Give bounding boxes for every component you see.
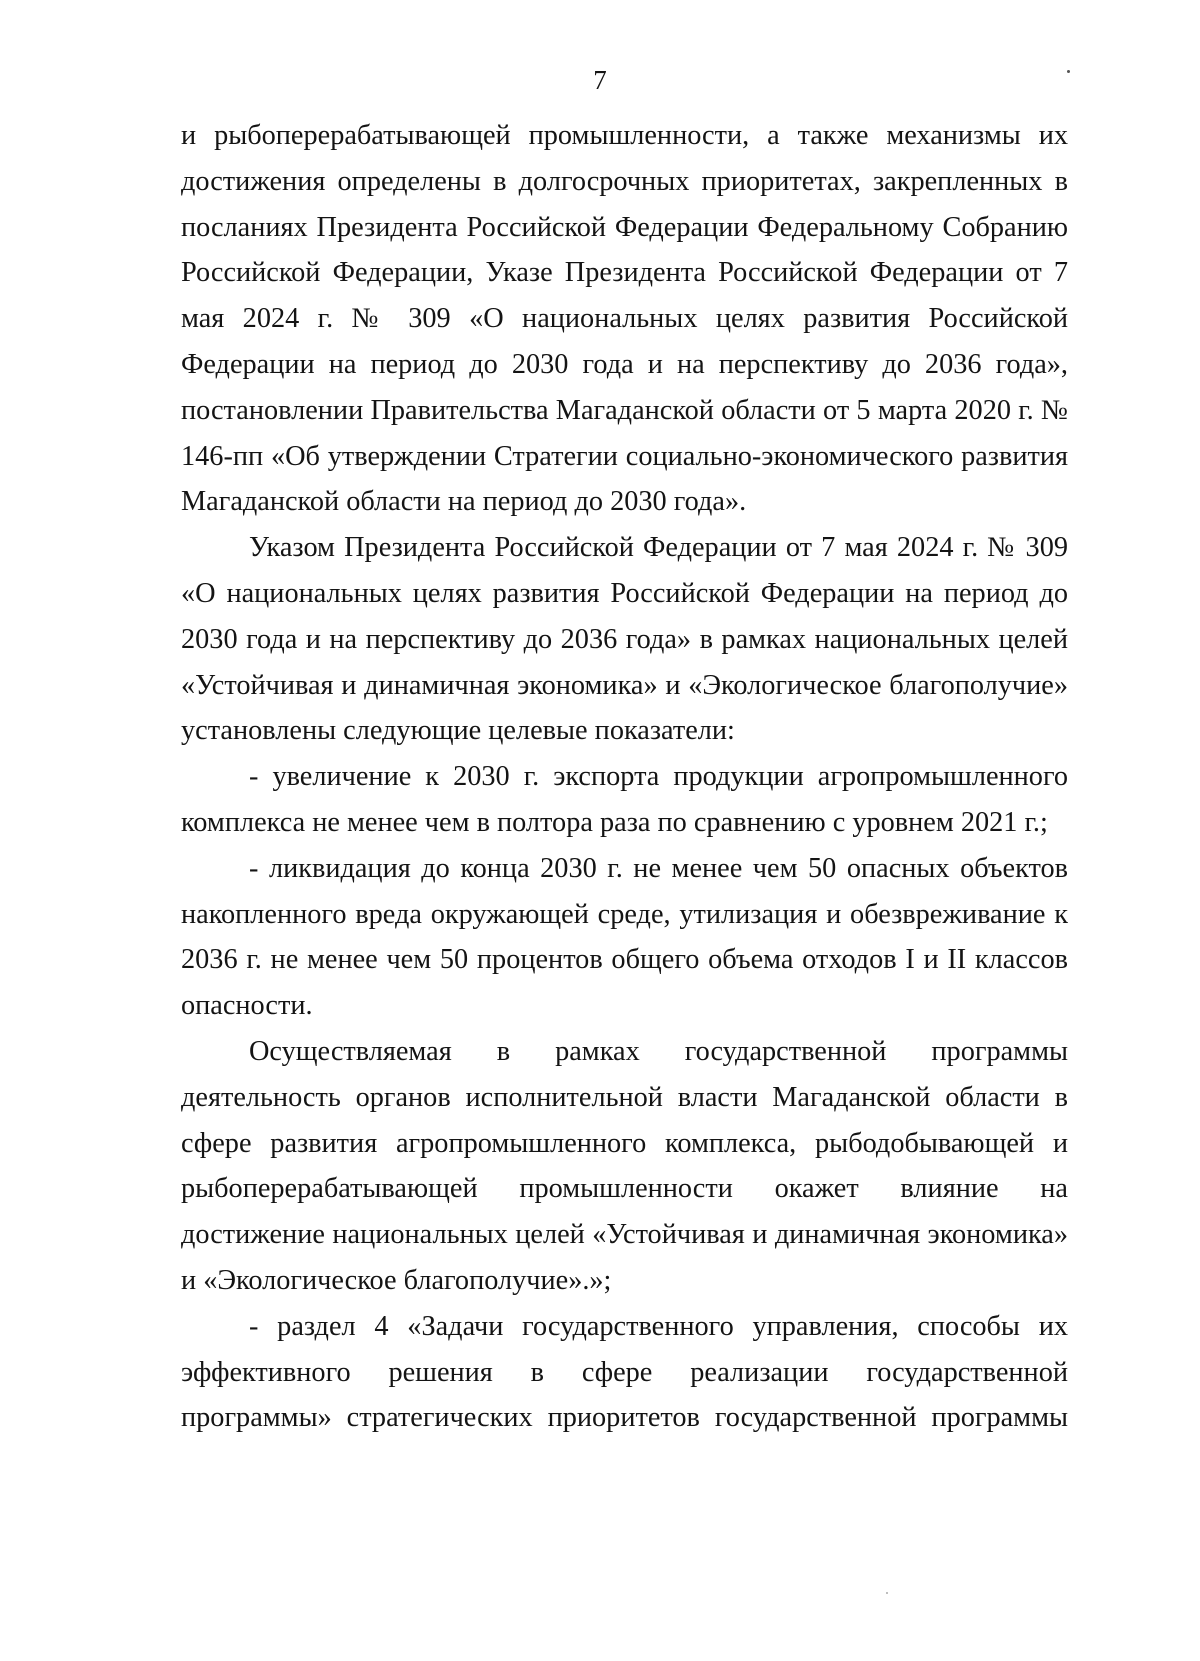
scan-speck <box>886 1592 888 1594</box>
list-item-waste-target: - ликвидация до конца 2030 г. не менее чем 50 опасных объектов накопленного вреда окружающей среде, утилизация и обезвреживание к 2036 г. не менее чем 50 процентов общего объема отходов I и II классов опасности. <box>181 852 1068 1022</box>
list-item-export-target: - увеличение к 2030 г. экспорта продукции агропромышленного комплекса не менее чем в полтора раза по сравнению с уровнем 2021 г.; <box>181 761 1068 838</box>
paragraph-continuation: и рыбоперерабатывающей промышленности, а также механизмы их достижения определены в долгосрочных приоритетах, закрепленных в посланиях Президента Российской Федерации Федеральному Собранию Российской Федерации, Указе Президента Российской Федерации от 7 мая 2024 г. № 309 «О национальных целях развития Российской Федерации на период до 2030 года и на перспективу до 2036 года», постановлении Правительства Магаданской области от 5 марта 2020 г. № 146-пп «Об утверждении Стратегии социально-экономического развития Магаданской области на период до 2030 года». <box>181 120 1068 518</box>
page-number: 7 <box>593 65 607 95</box>
paragraph-decree-targets: Указом Президента Российской Федерации от 7 мая 2024 г. № 309 «О национальных целях развития Российской Федерации на период до 2030 года и на перспективу до 2036 года» в рамках национальных целей «Устойчивая и динамичная экономика» и «Экологическое благополучие» установлены следующие целевые показатели: <box>181 532 1068 747</box>
scan-speck <box>1067 70 1070 73</box>
document-body <box>181 113 1068 1441</box>
paragraph-program-impact: Осуществляемая в рамках государственной программы деятельность органов исполнительной власти Магаданской области в сфере развития агропромышленного комплекса, рыбодобывающей и рыбоперерабатывающей промышленности окажет влияние на достижение национальных целей «Устойчивая и динамичная экономика» и «Экологическое благополучие».»; <box>181 1035 1068 1296</box>
list-item-section-4: - раздел 4 «Задачи государственного управления, способы их эффективного решения в сфере реализации государственной программы» стратегических приоритетов государственной программы <box>181 1310 1068 1434</box>
